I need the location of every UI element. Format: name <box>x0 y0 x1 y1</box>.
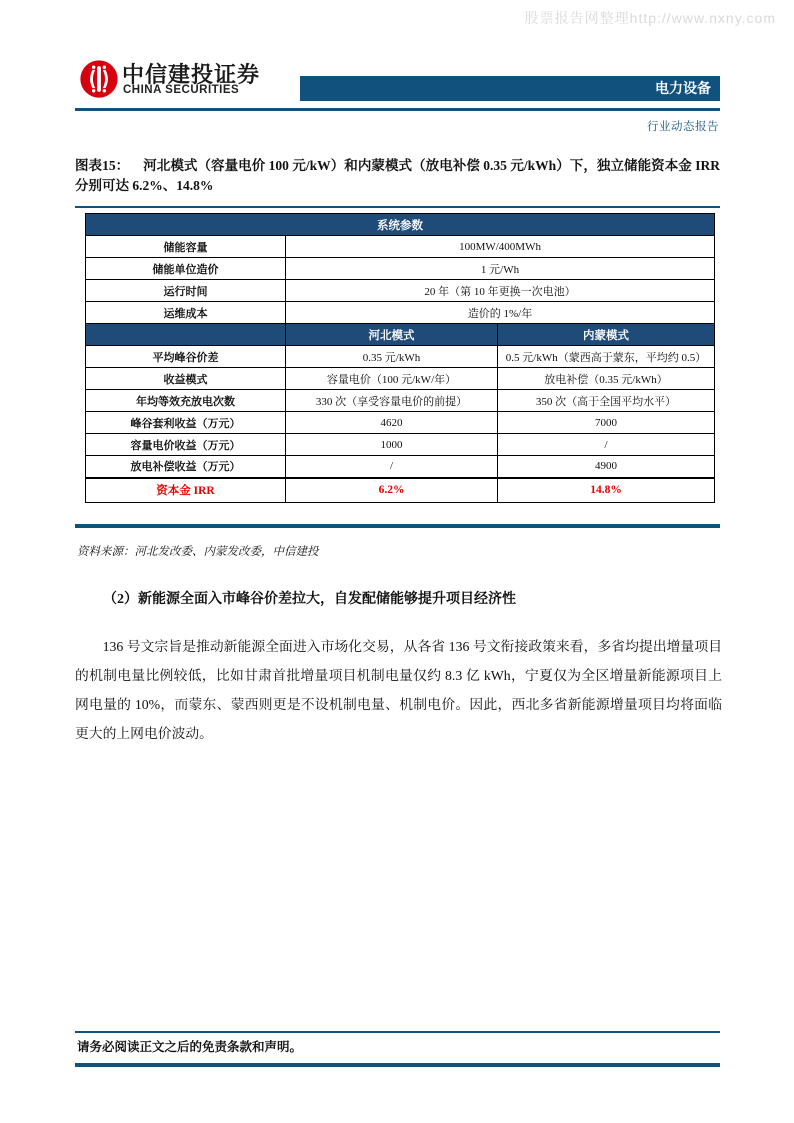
neimeng-value: 放电补偿（0.35 元/kWh） <box>498 368 715 390</box>
report-type-label: 行业动态报告 <box>647 121 719 133</box>
table-row <box>86 258 715 280</box>
param-label: 运行时间 <box>86 280 286 302</box>
table-row <box>86 346 715 368</box>
param-value: 100MW/400MWh <box>286 236 715 258</box>
hebei-value: 容量电价（100 元/kW/年） <box>286 368 498 390</box>
figure-title-text: 河北模式（容量电价 100 元/kW）和内蒙模式（放电补偿 0.35 元/kWh）下，独立储能资本金 IRR 分别可达 6.2%、14.8% <box>75 158 721 193</box>
table-row <box>86 456 715 478</box>
table-row <box>86 302 715 324</box>
citic-logo-icon <box>80 60 118 98</box>
table-row <box>86 390 715 412</box>
system-parameters-table <box>85 213 715 503</box>
param-label: 储能容量 <box>86 236 286 258</box>
param-label: 放电补偿收益（万元） <box>86 456 286 478</box>
mode-header-hebei: 河北模式 <box>286 324 498 346</box>
param-label: 储能单位造价 <box>86 258 286 280</box>
param-label: 运维成本 <box>86 302 286 324</box>
neimeng-value: 4900 <box>498 456 715 478</box>
irr-neimeng-value: 14.8% <box>498 478 715 503</box>
hebei-value: / <box>286 456 498 478</box>
table-row <box>86 214 715 236</box>
hebei-value: 0.35 元/kWh <box>286 346 498 368</box>
irr-result-row <box>86 478 715 503</box>
industry-category-bar: 电力设备 <box>300 76 720 101</box>
footer-top-rule <box>75 1031 720 1033</box>
watermark-text: 股票报告网整理http://www.nxny.com <box>524 10 776 26</box>
param-label: 平均峰谷价差 <box>86 346 286 368</box>
figure-top-rule <box>75 206 720 208</box>
figure-title <box>75 156 720 196</box>
neimeng-value: 0.5 元/kWh（蒙西高于蒙东，平均约 0.5） <box>498 346 715 368</box>
company-name-cn: 中信建投证券 <box>122 62 261 87</box>
footer-disclaimer: 请务必阅读正文之后的免责条款和声明。 <box>77 1040 303 1054</box>
param-value: 1 元/Wh <box>286 258 715 280</box>
table-row <box>86 324 715 346</box>
figure-bottom-rule <box>75 524 720 528</box>
figure-number-label: 图表15： <box>75 158 130 173</box>
header-divider <box>75 108 720 111</box>
param-value: 造价的 1%/年 <box>286 302 715 324</box>
irr-hebei-value: 6.2% <box>286 478 498 503</box>
param-label: 年均等效充放电次数 <box>86 390 286 412</box>
hebei-value: 330 次（享受容量电价的前提） <box>286 390 498 412</box>
irr-label: 资本金 IRR <box>86 478 286 503</box>
table-row <box>86 368 715 390</box>
table-row <box>86 434 715 456</box>
company-name-en: CHINA SECURITIES <box>123 84 240 96</box>
mode-header-neimeng: 内蒙模式 <box>498 324 715 346</box>
neimeng-value: 350 次（高于全国平均水平） <box>498 390 715 412</box>
table-row <box>86 280 715 302</box>
table-row <box>86 236 715 258</box>
param-label: 峰谷套利收益（万元） <box>86 412 286 434</box>
param-label: 容量电价收益（万元） <box>86 434 286 456</box>
table-row <box>86 412 715 434</box>
param-value: 20 年（第 10 年更换一次电池） <box>286 280 715 302</box>
neimeng-value: / <box>498 434 715 456</box>
hebei-value: 4620 <box>286 412 498 434</box>
footer-bottom-rule <box>75 1063 720 1067</box>
param-label: 收益模式 <box>86 368 286 390</box>
hebei-value: 1000 <box>286 434 498 456</box>
section-heading: （2）新能源全面入市峰谷价差拉大，自发配储能够提升项目经济性 <box>103 592 516 607</box>
neimeng-value: 7000 <box>498 412 715 434</box>
body-paragraph: 136 号文宗旨是推动新能源全面进入市场化交易，从各省 136 号文衔接政策来看，多省均提出增量项目的机制电量比例较低，比如甘肃首批增量项目机制电量仅约 8.3 亿 kWh，宁夏仅为全区增量新能源项目上网电量的 10%，而蒙东、蒙西则更是不设机制电量、机制电价。因此，西北多省新能源增量项目均将面临更大的上网电价波动。 <box>75 639 722 741</box>
mode-header-empty-cell <box>86 324 286 346</box>
figure-source: 资料来源：河北发改委、内蒙发改委，中信建投 <box>77 546 319 558</box>
table-title-cell: 系统参数 <box>86 214 715 236</box>
